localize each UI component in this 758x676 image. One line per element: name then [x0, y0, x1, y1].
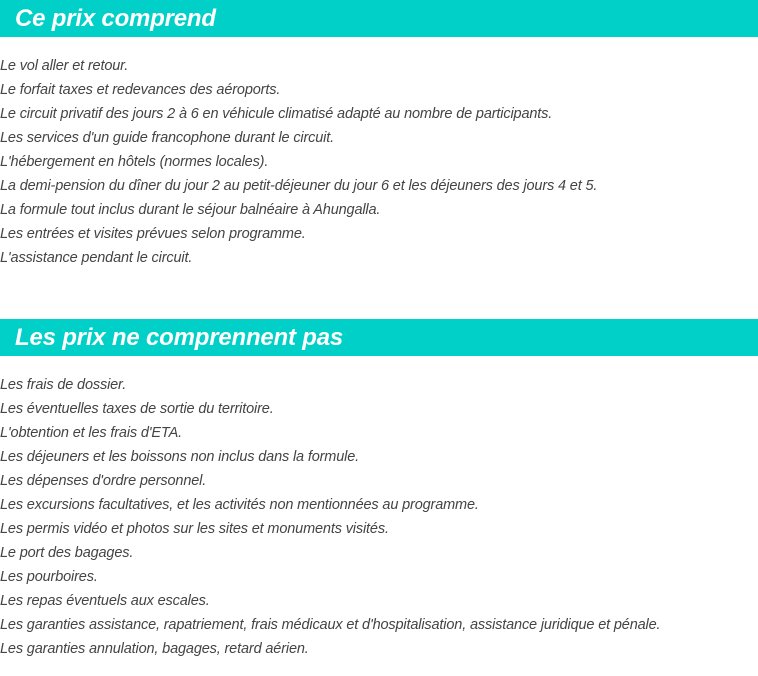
excluded-item: Les permis vidéo et photos sur les sites et monuments visités. [0, 521, 389, 537]
excluded-item: Les garanties assistance, rapatriement, frais médicaux et d'hospitalisation, assistance juridique et pénale. [0, 617, 661, 633]
excluded-list [0, 356, 758, 661]
excluded-section [0, 319, 758, 661]
included-item: Le vol aller et retour. [0, 58, 129, 74]
excluded-item: Les excursions facultatives, et les activités non mentionnées au programme. [0, 497, 479, 513]
excluded-item: Les frais de dossier. [0, 377, 127, 393]
excluded-item: Les garanties annulation, bagages, retard aérien. [0, 641, 309, 657]
included-item: Les entrées et visites prévues selon programme. [0, 226, 306, 242]
included-item: L'hébergement en hôtels (normes locales). [0, 154, 269, 170]
included-item: L'assistance pendant le circuit. [0, 250, 193, 266]
included-section [0, 0, 758, 270]
excluded-banner [0, 319, 758, 356]
included-item: La formule tout inclus durant le séjour balnéaire à Ahungalla. [0, 202, 381, 218]
excluded-item: Les éventuelles taxes de sortie du territoire. [0, 401, 274, 417]
excluded-item: Les dépenses d'ordre personnel. [0, 473, 207, 489]
included-item: La demi-pension du dîner du jour 2 au petit-déjeuner du jour 6 et les déjeuners des jours 4 et 5. [0, 178, 598, 194]
included-list [0, 37, 758, 270]
included-banner [0, 0, 758, 37]
excluded-item: Le port des bagages. [0, 545, 134, 561]
included-item: Le circuit privatif des jours 2 à 6 en véhicule climatisé adapté au nombre de participants. [0, 106, 553, 122]
excluded-item: L'obtention et les frais d'ETA. [0, 425, 182, 441]
excluded-title: Les prix ne comprennent pas [15, 324, 344, 351]
included-item: Les services d'un guide francophone durant le circuit. [0, 130, 335, 146]
excluded-item: Les repas éventuels aux escales. [0, 593, 210, 609]
excluded-item: Les pourboires. [0, 569, 98, 585]
included-item: Le forfait taxes et redevances des aéroports. [0, 82, 281, 98]
excluded-item: Les déjeuners et les boissons non inclus dans la formule. [0, 449, 359, 465]
included-title: Ce prix comprend [15, 5, 216, 32]
